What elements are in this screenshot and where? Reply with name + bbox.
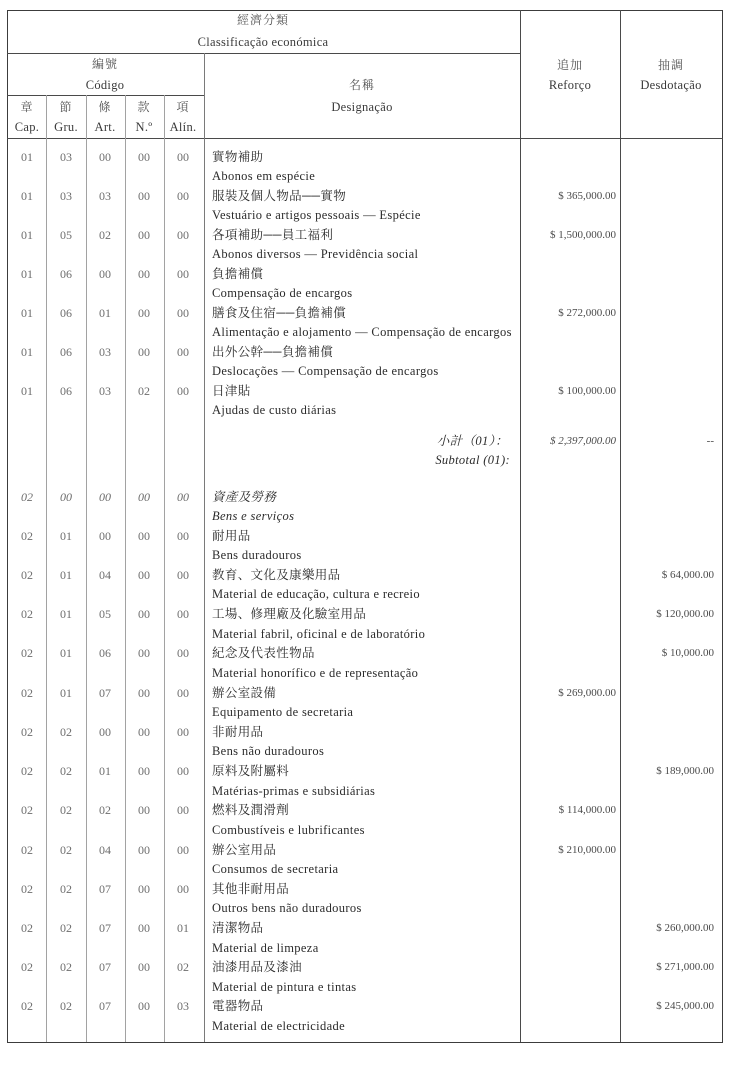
code-gru: 00	[60, 489, 72, 504]
code-alin: 00	[177, 344, 189, 359]
code-art: 00	[99, 724, 111, 739]
code-alin: 01	[177, 921, 189, 936]
table-row	[0, 187, 735, 226]
code-alin: 00	[177, 305, 189, 320]
code-art: 01	[99, 305, 111, 320]
designacao-pt: Abonos em espécie	[212, 169, 316, 183]
code-alin: 00	[177, 803, 189, 818]
header-col-art-pt: Art.	[94, 120, 116, 134]
code-cap: 02	[21, 842, 33, 857]
designacao-zh: 工場、修理廠及化驗室用品	[212, 607, 367, 622]
code-art: 07	[99, 685, 111, 700]
reforco-amount: $ 1,500,000.00	[550, 228, 616, 241]
reforco-amount: $ 210,000.00	[558, 843, 616, 856]
code-art: 06	[99, 646, 111, 661]
code-cap: 02	[21, 960, 33, 975]
code-art: 01	[99, 764, 111, 779]
table-row	[0, 226, 735, 265]
code-num: 00	[138, 960, 150, 975]
designacao-pt: Bens duradouros	[212, 548, 302, 563]
code-gru: 05	[60, 227, 72, 242]
code-gru: 02	[60, 881, 72, 896]
designacao-zh: 負擔補償	[212, 266, 264, 281]
code-alin: 03	[177, 999, 189, 1014]
code-num: 00	[138, 188, 150, 203]
table-row	[0, 488, 735, 527]
header-designacao-zh: 名稱	[348, 78, 376, 92]
code-cap: 01	[21, 149, 33, 164]
designacao-zh: 辦公室設備	[212, 685, 277, 700]
table-row	[0, 605, 735, 644]
subtotal-desdotacao-amount: --	[706, 434, 714, 447]
header-col-art-zh: 條	[98, 100, 112, 114]
designacao-zh: 日津貼	[212, 383, 251, 398]
designacao-pt: Equipamento de secretaria	[212, 705, 354, 720]
designacao-zh: 資產及勞務	[212, 489, 277, 504]
table-row	[0, 723, 735, 762]
header-col-cap-zh: 章	[20, 100, 34, 114]
code-alin: 00	[177, 685, 189, 700]
reforco-amount: $ 272,000.00	[558, 306, 616, 319]
table-row	[0, 919, 735, 958]
designacao-zh: 其他非耐用品	[212, 881, 290, 896]
code-art: 02	[99, 803, 111, 818]
code-cap: 02	[21, 999, 33, 1014]
code-cap: 01	[21, 188, 33, 203]
code-cap: 01	[21, 383, 33, 398]
table-row	[0, 566, 735, 605]
designacao-zh: 教育、文化及康樂用品	[212, 567, 341, 582]
table-row	[0, 958, 735, 997]
header-desdotacao-zh: 抽調	[657, 58, 685, 72]
table-row	[0, 644, 735, 683]
code-cap: 02	[21, 646, 33, 661]
table-row	[0, 997, 735, 1036]
table-row	[0, 343, 735, 382]
code-alin: 02	[177, 960, 189, 975]
code-alin: 00	[177, 188, 189, 203]
desdotacao-amount: $ 271,000.00	[656, 961, 714, 974]
designacao-zh: 出外公幹──負擔補償	[212, 344, 334, 359]
desdotacao-amount: $ 64,000.00	[661, 568, 714, 581]
code-art: 00	[99, 266, 111, 281]
designacao-pt: Ajudas de custo diárias	[212, 403, 337, 417]
code-gru: 02	[60, 842, 72, 857]
header-reforco-pt: Reforço	[548, 78, 592, 92]
code-num: 00	[138, 607, 150, 622]
designacao-pt: Material de electricidade	[212, 1018, 345, 1033]
designacao-zh: 紀念及代表性物品	[212, 646, 315, 661]
table-row	[0, 801, 735, 840]
code-gru: 02	[60, 921, 72, 936]
code-alin: 00	[177, 724, 189, 739]
designacao-zh: 清潔物品	[212, 921, 264, 936]
header-codigo-zh: 編號	[91, 57, 119, 71]
header-reforco-zh: 追加	[556, 58, 584, 72]
designacao-zh: 辦公室用品	[212, 842, 277, 857]
code-num: 00	[138, 266, 150, 281]
code-cap: 02	[21, 607, 33, 622]
code-gru: 06	[60, 305, 72, 320]
header-codigo-pt: Código	[85, 78, 125, 92]
code-cap: 02	[21, 724, 33, 739]
rule-under-classification	[7, 53, 520, 54]
code-gru: 06	[60, 383, 72, 398]
desdotacao-amount: $ 10,000.00	[661, 647, 714, 660]
code-art: 07	[99, 881, 111, 896]
code-alin: 00	[177, 383, 189, 398]
table-row	[0, 684, 735, 723]
code-alin: 00	[177, 842, 189, 857]
code-alin: 00	[177, 266, 189, 281]
code-art: 07	[99, 921, 111, 936]
code-gru: 02	[60, 999, 72, 1014]
code-cap: 01	[21, 266, 33, 281]
designacao-pt: Vestuário e artigos pessoais — Espécie	[212, 208, 421, 222]
code-cap: 02	[21, 881, 33, 896]
designacao-zh: 耐用品	[212, 528, 251, 543]
header-classification-zh: 經濟分類	[236, 13, 290, 27]
code-art: 02	[99, 227, 111, 242]
header-col-gru-zh: 節	[59, 100, 73, 114]
code-num: 02	[138, 383, 150, 398]
designacao-pt: Bens não duradouros	[212, 744, 325, 759]
code-cap: 02	[21, 489, 33, 504]
designacao-zh: 油漆用品及漆油	[212, 960, 302, 975]
code-gru: 02	[60, 764, 72, 779]
code-alin: 00	[177, 149, 189, 164]
code-cap: 02	[21, 803, 33, 818]
code-art: 00	[99, 528, 111, 543]
code-alin: 00	[177, 227, 189, 242]
designacao-pt: Matérias-primas e subsidiárias	[212, 783, 376, 798]
designacao-pt: Combustíveis e lubrificantes	[212, 822, 365, 837]
code-alin: 00	[177, 764, 189, 779]
code-num: 00	[138, 764, 150, 779]
code-num: 00	[138, 646, 150, 661]
designacao-zh: 電器物品	[212, 999, 264, 1014]
code-art: 00	[99, 149, 111, 164]
header-desdotacao-pt: Desdotação	[640, 78, 702, 92]
desdotacao-amount: $ 260,000.00	[656, 922, 714, 935]
header-designacao-pt: Designação	[331, 100, 393, 114]
header-col-cap-pt: Cap.	[14, 120, 40, 134]
table-row	[0, 880, 735, 919]
code-gru: 03	[60, 149, 72, 164]
designacao-pt: Compensação de encargos	[212, 286, 353, 300]
code-num: 00	[138, 999, 150, 1014]
code-gru: 01	[60, 646, 72, 661]
code-gru: 01	[60, 607, 72, 622]
designacao-pt: Outros bens não duradouros	[212, 901, 362, 916]
code-art: 04	[99, 567, 111, 582]
designacao-zh: 燃料及潤滑劑	[212, 803, 290, 818]
code-art: 07	[99, 999, 111, 1014]
table-row	[0, 841, 735, 880]
designacao-pt: Material de educação, cultura e recreio	[212, 587, 420, 602]
designacao-pt: Abonos diversos — Previdência social	[212, 247, 419, 261]
code-art: 04	[99, 842, 111, 857]
code-num: 00	[138, 881, 150, 896]
designacao-zh: 原料及附屬料	[212, 764, 290, 779]
code-cap: 01	[21, 305, 33, 320]
code-gru: 02	[60, 724, 72, 739]
rule-under-codigo	[7, 95, 204, 96]
code-num: 00	[138, 842, 150, 857]
code-cap: 02	[21, 567, 33, 582]
designacao-zh: 各項補助──員工福利	[212, 227, 334, 242]
desdotacao-amount: $ 189,000.00	[656, 765, 714, 778]
code-art: 03	[99, 344, 111, 359]
code-num: 00	[138, 921, 150, 936]
code-gru: 03	[60, 188, 72, 203]
reforco-amount: $ 114,000.00	[558, 804, 616, 817]
table-row	[0, 148, 735, 187]
code-num: 00	[138, 685, 150, 700]
code-cap: 01	[21, 227, 33, 242]
code-alin: 00	[177, 881, 189, 896]
table-row	[0, 527, 735, 566]
code-art: 03	[99, 383, 111, 398]
designacao-pt: Material de limpeza	[212, 940, 319, 955]
code-num: 00	[138, 567, 150, 582]
designacao-pt: Consumos de secretaria	[212, 862, 339, 877]
subtotal-reforco-amount: $ 2,397,000.00	[550, 434, 616, 447]
header-classification-pt: Classificação económica	[197, 35, 329, 49]
code-gru: 06	[60, 344, 72, 359]
code-num: 00	[138, 489, 150, 504]
code-alin: 00	[177, 646, 189, 661]
code-num: 00	[138, 528, 150, 543]
designacao-pt: Material honorífico e de representação	[212, 665, 419, 680]
code-alin: 00	[177, 528, 189, 543]
code-alin: 00	[177, 489, 189, 504]
designacao-pt: Deslocações — Compensação de encargos	[212, 364, 439, 378]
header-col-num-zh: 款	[137, 100, 151, 114]
header-col-alin-zh: 項	[176, 100, 190, 114]
code-num: 00	[138, 227, 150, 242]
designacao-zh: 膳食及住宿──負擔補償	[212, 305, 347, 320]
code-num: 00	[138, 149, 150, 164]
table-row	[0, 382, 735, 421]
reforco-amount: $ 100,000.00	[558, 384, 616, 397]
code-alin: 00	[177, 607, 189, 622]
code-cap: 02	[21, 921, 33, 936]
code-num: 00	[138, 344, 150, 359]
rule-header-bottom	[7, 138, 723, 139]
desdotacao-amount: $ 245,000.00	[656, 1000, 714, 1013]
code-art: 03	[99, 188, 111, 203]
code-num: 00	[138, 803, 150, 818]
designacao-zh: 服裝及個人物品──實物	[212, 188, 347, 203]
header-col-num-pt: N.º	[135, 120, 153, 134]
code-alin: 00	[177, 567, 189, 582]
code-num: 00	[138, 724, 150, 739]
code-num: 00	[138, 305, 150, 320]
reforco-amount: $ 365,000.00	[558, 189, 616, 202]
subtotal-row	[0, 432, 735, 471]
table-row	[0, 265, 735, 304]
table-row	[0, 762, 735, 801]
reforco-amount: $ 269,000.00	[558, 686, 616, 699]
code-gru: 01	[60, 528, 72, 543]
desdotacao-amount: $ 120,000.00	[656, 608, 714, 621]
subtotal-label-zh: 小計（01）：	[436, 433, 508, 448]
header-col-alin-pt: Alín.	[169, 120, 197, 134]
code-gru: 02	[60, 803, 72, 818]
code-art: 07	[99, 960, 111, 975]
designacao-pt: Material de pintura e tintas	[212, 979, 357, 994]
code-art: 05	[99, 607, 111, 622]
designacao-zh: 非耐用品	[212, 724, 264, 739]
code-gru: 02	[60, 960, 72, 975]
table-row	[0, 304, 735, 343]
header-col-gru-pt: Gru.	[54, 120, 78, 134]
code-cap: 02	[21, 764, 33, 779]
code-art: 00	[99, 489, 111, 504]
code-cap: 02	[21, 685, 33, 700]
code-cap: 02	[21, 528, 33, 543]
code-gru: 01	[60, 567, 72, 582]
code-gru: 01	[60, 685, 72, 700]
designacao-pt: Alimentação e alojamento — Compensação de encargos	[212, 325, 512, 339]
code-gru: 06	[60, 266, 72, 281]
designacao-zh: 實物補助	[212, 149, 264, 164]
code-cap: 01	[21, 344, 33, 359]
subtotal-label-pt: Subtotal (01):	[435, 453, 510, 467]
designacao-pt: Material fabril, oficinal e de laboratório	[212, 626, 426, 641]
designacao-pt: Bens e serviços	[212, 509, 295, 523]
